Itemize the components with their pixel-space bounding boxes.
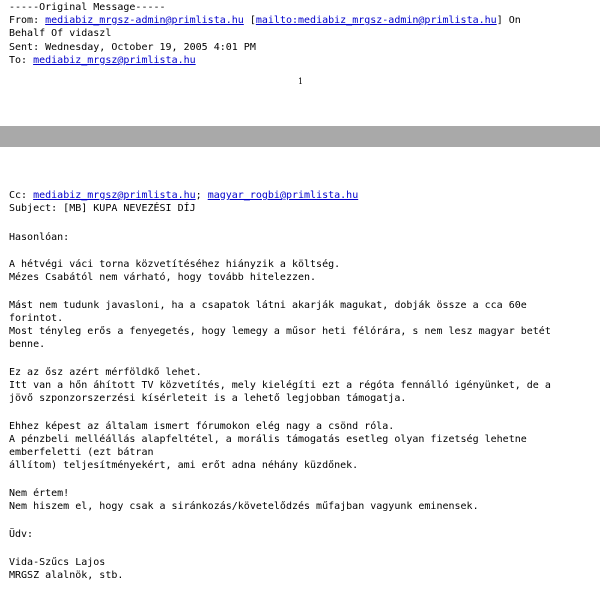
behalf-line: Behalf Of vidaszl xyxy=(9,28,112,39)
mailto-open-bracket: [ xyxy=(243,15,256,26)
cc-separator: ; xyxy=(195,190,208,201)
sent-line: Sent: Wednesday, October 19, 2005 4:01 PM xyxy=(9,42,256,53)
to-line xyxy=(9,54,196,67)
mailto-close-text: ] On xyxy=(496,15,521,26)
signature-title: MRGSZ alalnök, stb. xyxy=(9,570,124,581)
from-line xyxy=(9,14,521,27)
body-line: A pénzbeli melléállás alapfeltétel, a morális támogatás esetleg olyan fizetség lehetne xyxy=(9,434,527,445)
subject-line: Subject: [MB] KUPA NEVEZÉSI DÍJ xyxy=(9,203,196,214)
cc-email-link-1[interactable]: mediabiz_mrgsz@primlista.hu xyxy=(33,190,196,201)
body-line: benne. xyxy=(9,339,46,350)
email-page-1 xyxy=(0,0,600,126)
body-line: jövő szponzorszerzési kísérleteit is a lehető legjobban támogatja. xyxy=(9,393,407,404)
closing-line: Üdv: xyxy=(9,529,34,540)
cc-email-link-2[interactable]: magyar_rogbi@primlista.hu xyxy=(207,190,359,201)
body-line: Nem értem! xyxy=(9,488,70,499)
from-mailto-link[interactable]: mailto:mediabiz_mrgsz-admin@primlista.hu xyxy=(255,15,497,26)
to-label: To: xyxy=(9,55,34,66)
from-email-link[interactable]: mediabiz_mrgsz-admin@primlista.hu xyxy=(45,15,244,26)
signature-name: Vida-Szűcs Lajos xyxy=(9,557,106,568)
to-email-link[interactable]: mediabiz_mrgsz@primlista.hu xyxy=(33,55,196,66)
original-message-header: -----Original Message----- xyxy=(9,2,166,13)
body-greeting: Hasonlóan: xyxy=(9,232,70,243)
email-page-2 xyxy=(0,147,600,597)
body-line: Itt van a hőn áhított TV közvetítés, mely kielégíti ezt a régóta fennálló igényünket, de a xyxy=(9,380,551,391)
body-line: Ehhez képest az általam ismert fórumokon elég nagy a csönd róla. xyxy=(9,421,395,432)
body-line: forintot. xyxy=(9,313,64,324)
body-line: emberfeletti (ezt bátran xyxy=(9,447,154,458)
cc-label: Cc: xyxy=(9,190,34,201)
from-label: From: xyxy=(9,15,46,26)
page-separator xyxy=(0,126,600,147)
body-line: Mézes Csabától nem várható, hogy tovább hitelezzen. xyxy=(9,272,317,283)
body-line: Nem hiszem el, hogy csak a siránkozás/követelődzés műfajban vagyunk eminensek. xyxy=(9,501,479,512)
cc-line xyxy=(9,189,358,202)
body-line: állítom) teljesítményekért, ami erőt adna néhány küzdőnek. xyxy=(9,460,359,471)
body-line: A hétvégi váci torna közvetítéséhez hiányzik a költség. xyxy=(9,259,341,270)
body-line: Mást nem tudunk javasloni, ha a csapatok látni akarják magukat, dobják össze a cca 60e xyxy=(9,300,527,311)
page-number: 1 xyxy=(298,77,304,86)
body-line: Ez az ősz azért mérföldkő lehet. xyxy=(9,367,202,378)
body-line: Most tényleg erős a fenyegetés, hogy lemegy a műsor heti félórára, s nem lesz magyar betét xyxy=(9,326,551,337)
